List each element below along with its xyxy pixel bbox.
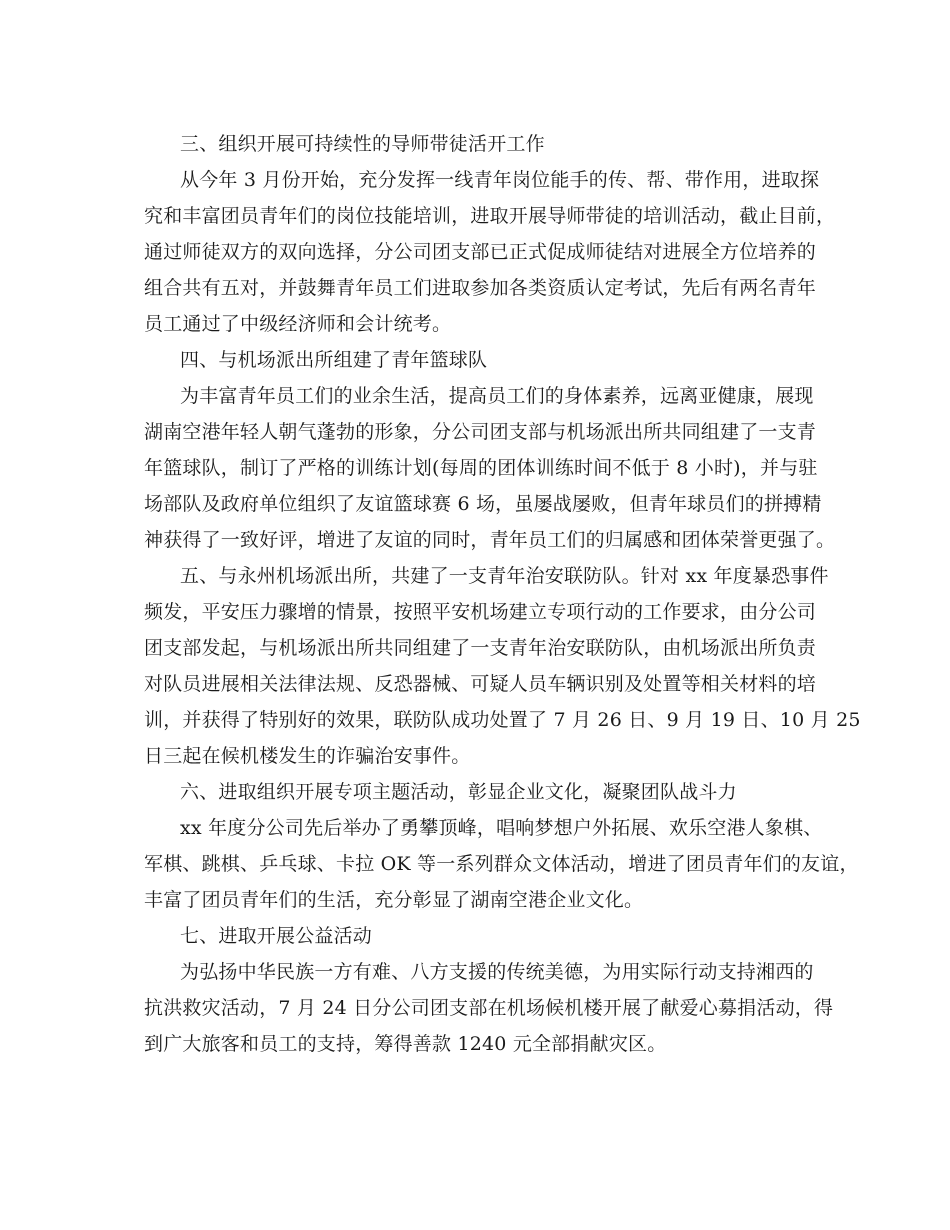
section-heading-7: 七、进取开展公益活动 [180,925,373,947]
paragraph-line: 对队员进展相关法律法规、反恐器械、可疑人员车辆识别及处置等相关材料的培 [144,673,817,695]
paragraph-line: xx 年度分公司先后举办了勇攀顶峰，唱响梦想户外拓展、欢乐空港人象棋、 [180,817,823,839]
paragraph-line: 组合共有五对，并鼓舞青年员工们进取参加各类资质认定考试，先后有两名青年 [144,277,817,299]
paragraph-line: 员工通过了中级经济师和会计统考。 [144,313,452,335]
paragraph-line: 年篮球队，制订了严格的训练计划(每周的团体训练时间不低于 8 小时)，并与驻 [144,457,818,479]
paragraph-line: 神获得了一致好评，增进了友谊的同时，青年员工们的归属感和团体荣誉更强了。 [144,529,836,551]
paragraph-line: 训，并获得了特别好的效果，联防队成功处置了 7 月 26 日、9 月 19 日、10 月 25 [144,709,861,731]
paragraph-line: 军棋、跳棋、乒乓球、卡拉 OK 等一系列群众文体活动，增进了团员青年们的友谊， [144,853,859,875]
paragraph-line: 抗洪救灾活动，7 月 24 日分公司团支部在机场候机楼开展了献爱心募捐活动，得 [144,997,834,1019]
paragraph-line: 场部队及政府单位组织了友谊篮球赛 6 场，虽屡战屡败，但青年球员们的拼搏精 [144,493,822,515]
section-heading-3: 三、组织开展可持续性的导师带徒活开工作 [180,133,545,155]
paragraph-line: 为弘扬中华民族一方有难、八方支援的传统美德，为用实际行动支持湘西的 [180,961,814,983]
paragraph-line: 从今年 3 月份开始，充分发挥一线青年岗位能手的传、帮、带作用，进取探 [180,169,820,191]
paragraph-line: 为丰富青年员工们的业余生活，提高员工们的身体素养，远离亚健康，展现 [180,385,814,407]
paragraph-line: 湖南空港年轻人朝气蓬勃的形象，分公司团支部与机场派出所共同组建了一支青 [144,421,817,443]
paragraph-line: 日三起在候机楼发生的诈骗治安事件。 [144,745,471,767]
paragraph-line: 通过师徒双方的双向选择，分公司团支部已正式促成师徒结对进展全方位培养的 [144,241,817,263]
paragraph-line: 频发，平安压力骤增的情景，按照平安机场建立专项行动的工作要求，由分公司 [144,601,817,623]
paragraph-line: 究和丰富团员青年们的岗位技能培训，进取开展导师带徒的培训活动，截止目前， [144,205,836,227]
section-heading-6: 六、进取组织开展专项主题活动，彰显企业文化，凝聚团队战斗力 [180,781,737,803]
paragraph-line: 丰富了团员青年们的生活，充分彰显了湖南空港企业文化。 [144,889,644,911]
section-heading-4: 四、与机场派出所组建了青年篮球队 [180,349,488,371]
section-heading-5: 五、与永州机场派出所，共建了一支青年治安联防队。针对 xx 年度暴恐事件 [180,565,829,587]
paragraph-line: 到广大旅客和员工的支持，筹得善款 1240 元全部捐献灾区。 [144,1033,667,1055]
paragraph-line: 团支部发起，与机场派出所共同组建了一支青年治安联防队，由机场派出所负责 [144,637,817,659]
